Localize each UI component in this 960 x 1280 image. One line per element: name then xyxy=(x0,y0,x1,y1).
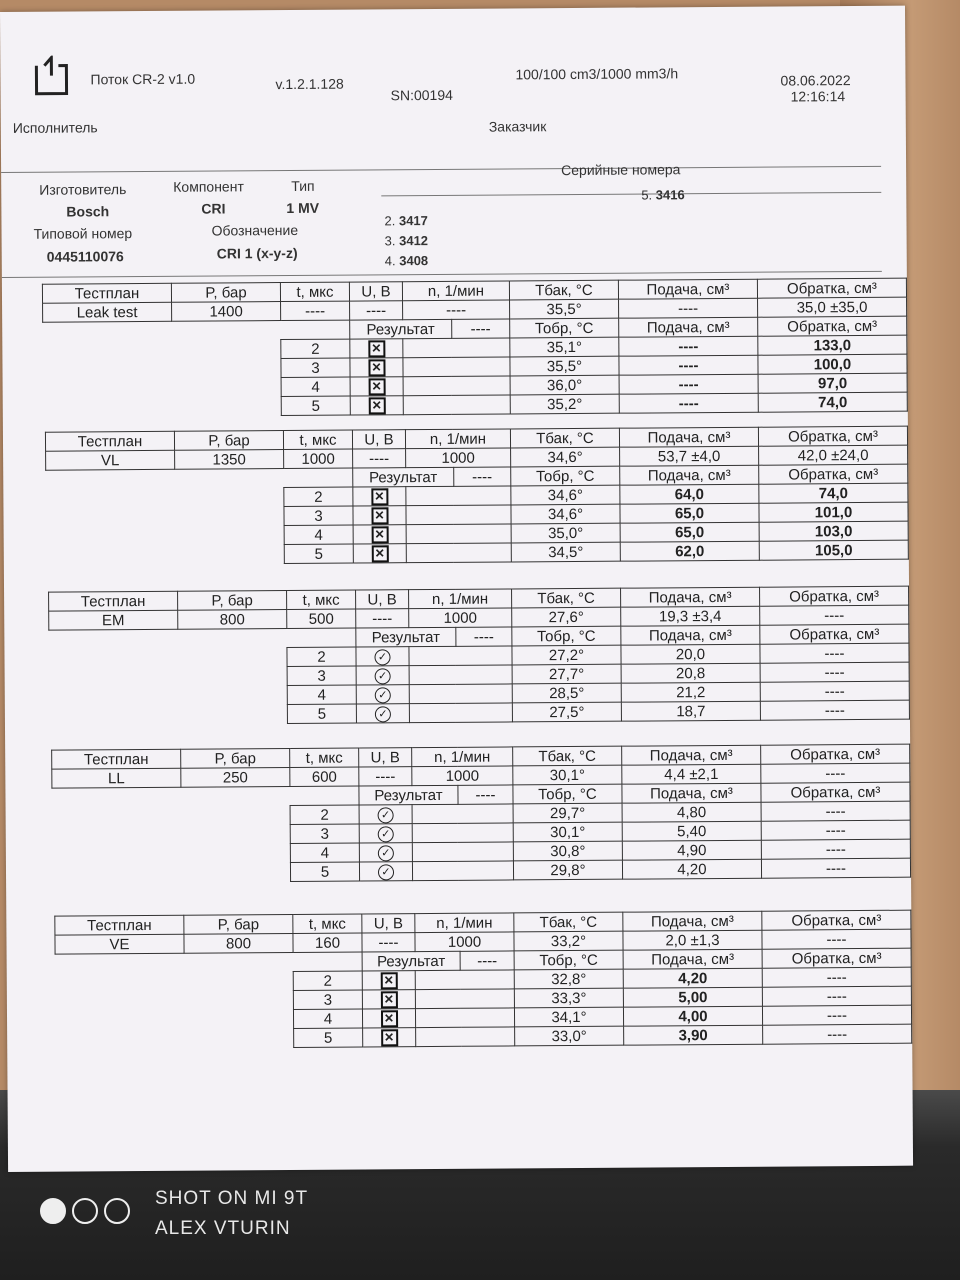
type-label: Тип xyxy=(291,177,315,194)
cell: Подача, см³ xyxy=(623,949,762,969)
cell: U, В xyxy=(362,914,415,933)
result-mark xyxy=(350,339,403,358)
cell: 33,2° xyxy=(514,931,623,951)
cell: 30,8° xyxy=(513,841,622,861)
cell: 35,0 ±35,0 xyxy=(758,297,907,317)
cell: 21,2 xyxy=(621,682,760,702)
result-mark xyxy=(359,843,412,862)
cell: 27,2° xyxy=(512,645,621,665)
result-mark xyxy=(362,990,415,1009)
cell: Обратка, см³ xyxy=(761,782,910,802)
cell: 500 xyxy=(287,609,356,628)
cell: Обратка, см³ xyxy=(762,948,911,968)
cell: ---- xyxy=(761,820,910,840)
cell: 5 xyxy=(290,862,359,881)
cell: 800 xyxy=(178,610,287,630)
customer-label: Заказчик xyxy=(488,118,547,135)
cell: 27,6° xyxy=(512,607,621,627)
cell: 4 xyxy=(284,525,353,544)
cell: ---- xyxy=(619,393,758,413)
cell: t, мкс xyxy=(293,914,362,933)
cell: 33,3° xyxy=(514,988,623,1008)
cell: 34,6° xyxy=(511,504,620,524)
component-value: CRI xyxy=(201,200,226,217)
result-mark xyxy=(356,685,409,704)
cell: 35,2° xyxy=(510,394,619,414)
cell: 65,0 xyxy=(620,522,759,542)
cell: P, бар xyxy=(171,283,280,303)
cell: Результат xyxy=(362,951,460,971)
designation-label: Обозначение xyxy=(211,221,299,239)
cell: 35,5° xyxy=(510,356,619,376)
cell: VL xyxy=(46,450,175,470)
cell: Подача, см³ xyxy=(623,911,762,931)
cell: Тбак, °С xyxy=(514,912,623,932)
cell: ---- xyxy=(451,319,509,338)
cell: 2 xyxy=(293,971,362,990)
divider xyxy=(1,166,881,173)
cell: Тестплан xyxy=(42,283,171,303)
check-ok-icon: ✓ xyxy=(374,649,390,665)
cell: 4 xyxy=(293,1009,362,1028)
fail-x-icon: ✕ xyxy=(371,507,388,524)
cell: ---- xyxy=(761,763,910,783)
cell: VE xyxy=(55,934,184,954)
cell: Тестплан xyxy=(45,431,174,451)
type-value: 1 MV xyxy=(286,199,320,217)
cell: ---- xyxy=(619,298,758,318)
cell: 2 xyxy=(290,805,359,824)
cell: n, 1/мин xyxy=(412,747,513,767)
designation-value: CRI 1 (x-y-z) xyxy=(216,244,298,262)
result-mark xyxy=(356,647,409,666)
cell: 4 xyxy=(287,685,356,704)
report-time: 12:16:14 xyxy=(790,88,846,105)
cell: U, В xyxy=(349,282,402,301)
fail-x-icon: ✕ xyxy=(371,545,388,562)
cell: Результат xyxy=(359,785,458,805)
cell: Подача, см³ xyxy=(619,317,758,337)
cell: 3 xyxy=(287,666,356,685)
result-mark xyxy=(350,396,403,415)
check-ok-icon: ✓ xyxy=(375,668,391,684)
cell: 42,0 ±24,0 xyxy=(759,445,908,465)
cell: 30,1° xyxy=(513,822,622,842)
cell: ---- xyxy=(281,301,350,320)
cell: t, мкс xyxy=(280,282,349,301)
cell: 27,7° xyxy=(512,664,621,684)
cell: 1000 xyxy=(409,608,512,628)
cell: 4,20 xyxy=(623,968,762,988)
cell: 30,1° xyxy=(513,765,622,785)
cell: 4 xyxy=(281,377,350,396)
cell: Тбак, °С xyxy=(510,428,619,448)
cell: LL xyxy=(52,768,181,788)
check-ok-icon: ✓ xyxy=(375,687,391,703)
cell: 20,0 xyxy=(621,644,760,664)
cell: ---- xyxy=(362,933,415,952)
cell: 34,6° xyxy=(511,447,620,467)
cell: P, бар xyxy=(174,431,283,451)
cell: 600 xyxy=(290,767,359,786)
serial-item: 5. 3416 xyxy=(641,187,685,203)
cell: 64,0 xyxy=(620,484,759,504)
cell: Подача, см³ xyxy=(619,427,758,447)
check-ok-icon: ✓ xyxy=(378,864,394,880)
cell: 1400 xyxy=(172,302,281,322)
executor-label: Исполнитель xyxy=(12,119,98,136)
cell: ---- xyxy=(760,700,909,720)
result-mark xyxy=(359,824,412,843)
cell: n, 1/мин xyxy=(402,281,509,301)
cell: ---- xyxy=(762,929,911,949)
result-mark xyxy=(350,377,403,396)
cell: Обратка, см³ xyxy=(761,744,910,764)
fail-x-icon: ✕ xyxy=(368,340,385,357)
cell: 3 xyxy=(293,990,362,1009)
cell: 103,0 xyxy=(759,521,908,541)
camera-watermark: SHOT ON MI 9T xyxy=(155,1188,309,1209)
cell: Тестплан xyxy=(49,591,178,611)
cell: 101,0 xyxy=(759,502,908,522)
software-version: v.1.2.1.128 xyxy=(275,75,344,93)
manufacturer-value: Bosch xyxy=(66,203,110,220)
cell: 250 xyxy=(181,767,290,787)
serials-label: Серийные номера xyxy=(561,161,681,179)
cell: n, 1/мин xyxy=(415,913,514,933)
cell: 4,80 xyxy=(622,802,761,822)
cell: 4,20 xyxy=(622,859,761,879)
cell: U, В xyxy=(359,748,412,767)
fail-x-icon: ✕ xyxy=(368,359,385,376)
check-ok-icon: ✓ xyxy=(378,826,394,842)
cell: ---- xyxy=(763,1024,912,1044)
cell: Тобр, °С xyxy=(514,950,623,970)
cell: Обратка, см³ xyxy=(758,426,907,446)
cell: U, В xyxy=(356,590,409,609)
cell: 3 xyxy=(290,824,359,843)
result-mark xyxy=(353,525,406,544)
fail-x-icon: ✕ xyxy=(368,397,385,414)
cell: Тбак, °С xyxy=(509,280,618,300)
cell: Обратка, см³ xyxy=(759,464,908,484)
part-number-label: Типовой номер xyxy=(33,225,133,242)
cell: 27,5° xyxy=(512,702,621,722)
fail-x-icon: ✕ xyxy=(371,526,388,543)
cell: 3 xyxy=(284,506,353,525)
cell: Подача, см³ xyxy=(621,587,760,607)
serial-item: 4. 3408 xyxy=(384,253,429,269)
report-date: 08.06.2022 xyxy=(780,72,851,89)
cell: 5 xyxy=(294,1028,363,1047)
cell: 4,00 xyxy=(623,1006,762,1026)
cell: Подача, см³ xyxy=(622,783,761,803)
cell: 18,7 xyxy=(621,701,760,721)
cell: Результат xyxy=(356,627,456,647)
cell: ---- xyxy=(761,801,910,821)
cell: Подача, см³ xyxy=(621,625,760,645)
volume-range: 100/100 cm3/1000 mm3/h xyxy=(515,65,679,83)
cell: 35,0° xyxy=(511,523,620,543)
check-ok-icon: ✓ xyxy=(378,845,394,861)
cell: EM xyxy=(49,610,178,630)
cell: Обратка, см³ xyxy=(762,910,911,930)
cell: Тбак, °С xyxy=(513,746,622,766)
cell: 2 xyxy=(287,647,356,666)
cell: 5,40 xyxy=(622,821,761,841)
cell: 74,0 xyxy=(759,483,908,503)
part-number-value: 0445110076 xyxy=(46,248,124,265)
cell: 35,5° xyxy=(510,299,619,319)
test-table-leak-test xyxy=(42,278,908,418)
check-ok-icon: ✓ xyxy=(378,807,394,823)
cell: 4,90 xyxy=(622,840,761,860)
result-mark xyxy=(359,805,412,824)
cell: 1000 xyxy=(412,766,513,786)
cell: ---- xyxy=(460,951,514,970)
cell: 29,8° xyxy=(513,860,622,880)
cell: n, 1/мин xyxy=(409,589,512,609)
cell: 1350 xyxy=(175,450,284,470)
cell: 34,5° xyxy=(511,542,620,562)
cell: 34,1° xyxy=(514,1007,623,1027)
cell: 4,4 ±2,1 xyxy=(622,764,761,784)
test-table-ll xyxy=(51,744,911,884)
cell: 62,0 xyxy=(620,541,759,561)
cell: 2 xyxy=(284,487,353,506)
cell: 34,6° xyxy=(511,485,620,505)
cell: Тобр, °С xyxy=(513,784,622,804)
cell: ---- xyxy=(762,967,911,987)
cell: 36,0° xyxy=(510,375,619,395)
test-table-ve xyxy=(54,910,912,1050)
cell: P, бар xyxy=(178,591,287,611)
fail-x-icon: ✕ xyxy=(381,1029,398,1046)
cell: 53,7 ±4,0 xyxy=(620,446,759,466)
result-mark xyxy=(353,506,406,525)
cell: U, В xyxy=(352,430,405,449)
manufacturer-label: Изготовитель xyxy=(39,181,127,198)
cell: Leak test xyxy=(43,302,172,322)
cell: 74,0 xyxy=(758,392,907,412)
cell: 160 xyxy=(293,933,362,952)
fail-x-icon: ✕ xyxy=(380,991,397,1008)
cell: ---- xyxy=(350,301,403,320)
result-mark xyxy=(362,1009,415,1028)
cell: 33,0° xyxy=(515,1026,624,1046)
cell: ---- xyxy=(456,627,512,646)
serial-number: SN:00194 xyxy=(390,86,453,104)
cell: Результат xyxy=(353,467,454,487)
cell: 5 xyxy=(284,544,353,563)
cell: ---- xyxy=(403,300,510,320)
cell: 19,3 ±3,4 xyxy=(621,606,760,626)
cell: 800 xyxy=(184,933,293,953)
cell: Подача, см³ xyxy=(622,745,761,765)
cell: ---- xyxy=(353,449,406,468)
fail-x-icon: ✕ xyxy=(368,378,385,395)
cell: 3 xyxy=(281,358,350,377)
cell: ---- xyxy=(458,785,513,804)
cell: 105,0 xyxy=(759,540,908,560)
cell: ---- xyxy=(619,374,758,394)
cell: 1000 xyxy=(406,448,511,468)
result-mark xyxy=(363,1028,416,1047)
cell: 1000 xyxy=(415,932,514,952)
cell: Тобр, °С xyxy=(510,318,619,338)
result-mark xyxy=(362,971,415,990)
cell: 97,0 xyxy=(758,373,907,393)
cell: Тестплан xyxy=(55,915,184,935)
cell: ---- xyxy=(762,1005,911,1025)
result-mark xyxy=(350,358,403,377)
result-mark xyxy=(356,704,409,723)
cell: ---- xyxy=(761,839,910,859)
cell: 35,1° xyxy=(510,337,619,357)
result-mark xyxy=(353,544,406,563)
cell: P, бар xyxy=(184,914,293,934)
cell: 28,5° xyxy=(512,683,621,703)
cell: Тестплан xyxy=(52,749,181,769)
cell: ---- xyxy=(760,605,909,625)
cell: ---- xyxy=(619,355,758,375)
cell: t, мкс xyxy=(287,590,356,609)
cell: 65,0 xyxy=(620,503,759,523)
cell: 133,0 xyxy=(758,335,907,355)
camera-mode-dots xyxy=(40,1198,136,1229)
cell: 5 xyxy=(287,704,356,723)
cell: ---- xyxy=(761,858,910,878)
cell: 20,8 xyxy=(621,663,760,683)
cell: 32,8° xyxy=(514,969,623,989)
cell: 5 xyxy=(281,396,350,415)
cell: Обратка, см³ xyxy=(760,624,909,644)
test-report-sheet xyxy=(0,6,913,1172)
cell: 5,00 xyxy=(623,987,762,1007)
test-table-vl xyxy=(45,426,909,566)
cell: Тбак, °С xyxy=(512,588,621,608)
cell: 100,0 xyxy=(758,354,907,374)
cell: Обратка, см³ xyxy=(760,586,909,606)
cell: Тобр, °С xyxy=(512,626,621,646)
photographer-watermark: ALEX VTURIN xyxy=(155,1218,291,1239)
cell: Обратка, см³ xyxy=(757,278,906,298)
product-name: Поток CR-2 v1.0 xyxy=(90,70,196,88)
cell: ---- xyxy=(760,643,909,663)
fail-x-icon: ✕ xyxy=(380,1010,397,1027)
check-ok-icon: ✓ xyxy=(375,706,391,722)
cell: 2,0 ±1,3 xyxy=(623,930,762,950)
cell: t, мкс xyxy=(290,748,359,767)
cell: P, бар xyxy=(181,748,290,768)
serial-item: 2. 3417 xyxy=(384,213,428,229)
cell: ---- xyxy=(760,681,909,701)
cell: t, мкс xyxy=(283,430,352,449)
serial-item: 3. 3412 xyxy=(384,233,429,249)
result-mark xyxy=(359,862,412,881)
cell: ---- xyxy=(619,336,758,356)
cell: ---- xyxy=(762,986,911,1006)
cell: Тобр, °С xyxy=(511,466,620,486)
cell: 29,7° xyxy=(513,803,622,823)
cell: ---- xyxy=(356,609,409,628)
fail-x-icon: ✕ xyxy=(380,972,397,989)
cell: 3,90 xyxy=(624,1025,763,1045)
cell: 2 xyxy=(281,339,350,358)
cell: Подача, см³ xyxy=(620,465,759,485)
result-mark xyxy=(353,487,406,506)
test-table-em xyxy=(48,586,910,726)
logo-icon xyxy=(32,56,70,98)
cell: ---- xyxy=(359,767,412,786)
cell: 4 xyxy=(290,843,359,862)
result-mark xyxy=(356,666,409,685)
cell: ---- xyxy=(453,467,510,486)
cell: Результат xyxy=(350,319,452,339)
cell: ---- xyxy=(760,662,909,682)
component-label: Компонент xyxy=(173,178,244,195)
fail-x-icon: ✕ xyxy=(371,488,388,505)
cell: n, 1/мин xyxy=(405,429,510,449)
cell: 1000 xyxy=(284,449,353,468)
cell: Обратка, см³ xyxy=(758,316,907,336)
cell: Подача, см³ xyxy=(618,279,757,299)
